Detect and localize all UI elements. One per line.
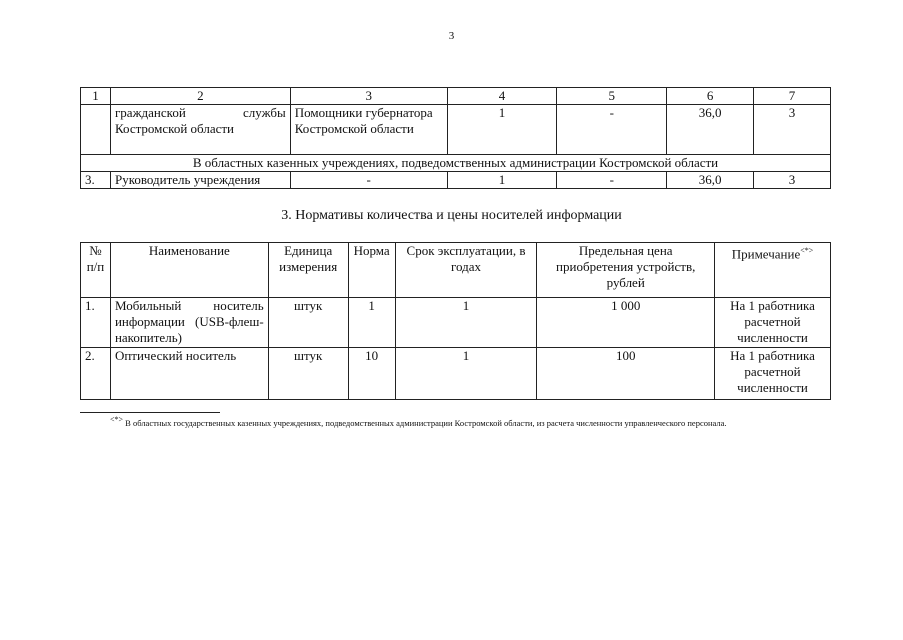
header-num: № п/п <box>81 243 111 298</box>
col5-cell: - <box>557 172 667 189</box>
name-cell: Мобильный носитель информации (USB-флеш-накопитель) <box>110 298 268 348</box>
quantity-cell: 1 <box>447 105 557 155</box>
footnote-mark: <*> <box>110 415 124 424</box>
staff-table <box>80 87 831 189</box>
col6-cell: 36,0 <box>667 172 754 189</box>
note-cell: На 1 работника расчетной численности <box>715 298 831 348</box>
term-cell: 1 <box>395 298 537 348</box>
col-header-1: 1 <box>81 88 111 105</box>
col-header-3: 3 <box>290 88 447 105</box>
row-num-cell <box>81 105 111 155</box>
table-row <box>81 348 831 400</box>
footnote <box>110 415 727 428</box>
col5-cell: - <box>557 105 667 155</box>
note-cell: На 1 работника расчетной численности <box>715 348 831 400</box>
row-num-cell: 3. <box>81 172 111 189</box>
page-number: 3 <box>448 30 455 42</box>
unit-cell: штук <box>268 298 348 348</box>
price-cell: 100 <box>537 348 715 400</box>
table-row <box>81 105 831 155</box>
footnote-mark: <*> <box>800 246 814 255</box>
position-cell <box>110 105 290 155</box>
table-row <box>81 298 831 348</box>
unit-cell: штук <box>268 348 348 400</box>
employee-cell: Помощники губернатора Костромской области <box>290 105 447 155</box>
col-header-7: 7 <box>754 88 831 105</box>
header-price: Предельная цена приобретения устройств, рублей <box>537 243 715 298</box>
table-header-row <box>81 243 831 298</box>
price-cell: 1 000 <box>537 298 715 348</box>
col-header-6: 6 <box>667 88 754 105</box>
col7-cell: 3 <box>754 172 831 189</box>
table-row <box>81 172 831 189</box>
term-cell: 1 <box>395 348 537 400</box>
section-row <box>81 155 831 172</box>
col-header-4: 4 <box>447 88 557 105</box>
row-num-cell: 1. <box>81 298 111 348</box>
media-norms-table <box>80 242 831 400</box>
norm-cell: 10 <box>348 348 395 400</box>
table-header-row <box>81 88 831 105</box>
header-norm: Норма <box>348 243 395 298</box>
section-title: 3. Нормативы количества и цены носителей информации <box>281 208 622 223</box>
col-header-5: 5 <box>557 88 667 105</box>
header-note <box>715 243 831 298</box>
footnote-text: В областных государственных казенных учреждениях, подведомственных администрации Костромской области, из расчета численности управленческого персонала. <box>125 417 727 428</box>
position-line-1: гражданской службы <box>114 105 286 120</box>
header-name: Наименование <box>110 243 268 298</box>
header-term: Срок эксплуатации, в годах <box>395 243 537 298</box>
norm-cell: 1 <box>348 298 395 348</box>
section-label: В областных казенных учреждениях, подведомственных администрации Костромской области <box>81 155 831 172</box>
row-num-cell: 2. <box>81 348 111 400</box>
header-note-label: Примечание <box>731 246 801 262</box>
col6-cell: 36,0 <box>667 105 754 155</box>
position-line-2: Костромской области <box>114 121 234 136</box>
col7-cell: 3 <box>754 105 831 155</box>
header-unit: Единица измерения <box>268 243 348 298</box>
position-cell: Руководитель учреждения <box>110 172 290 189</box>
quantity-cell: 1 <box>447 172 557 189</box>
col-header-2: 2 <box>110 88 290 105</box>
footnote-divider <box>80 412 220 413</box>
name-cell: Оптический носитель <box>110 348 268 400</box>
employee-cell: - <box>290 172 447 189</box>
